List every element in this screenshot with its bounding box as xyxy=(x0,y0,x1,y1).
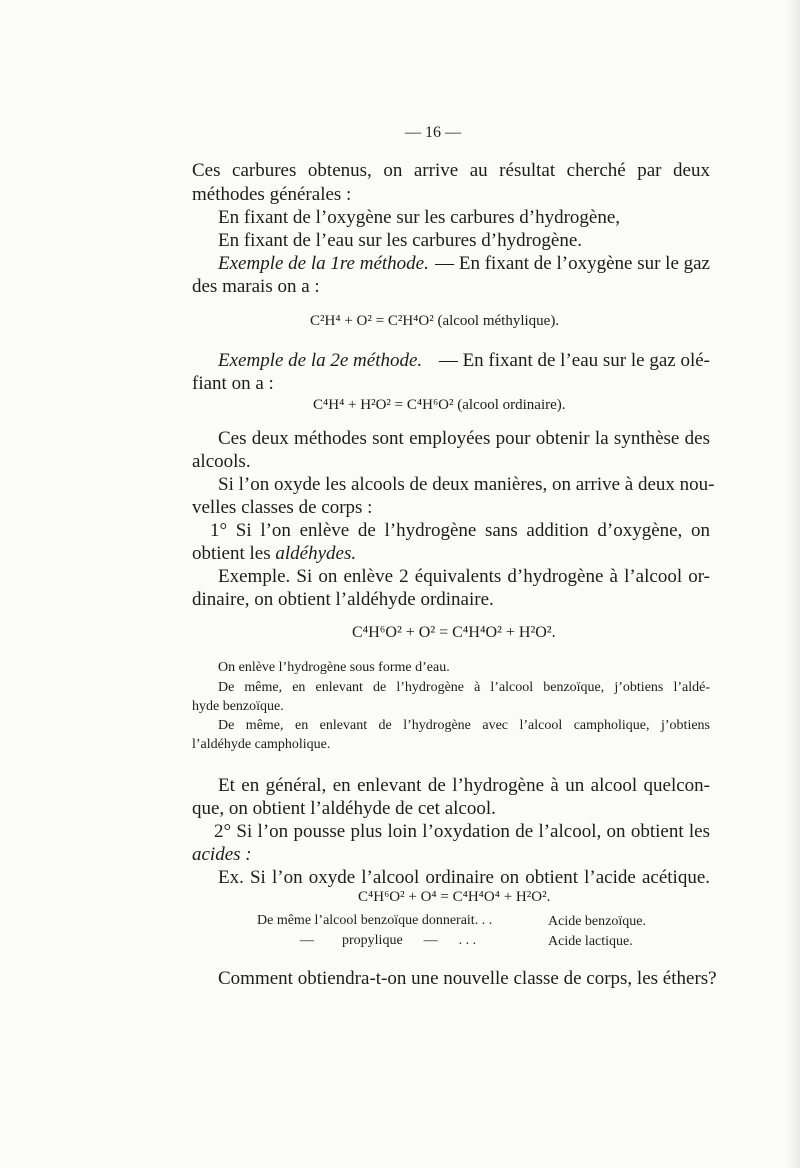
formula-4: C⁴H⁶O² + O⁴ = C⁴H⁴O⁴ + H²O². xyxy=(358,889,551,905)
term-aldehydes: aldéhydes. xyxy=(275,543,357,564)
formula-1: C²H⁴ + O² = C²H⁴O² (alcool méthylique). xyxy=(310,313,560,329)
example-1-heading xyxy=(218,253,710,275)
method-2: En fixant de l’eau sur les carbures d’hydrogène. xyxy=(218,230,583,251)
note-1: On enlève l’hydrogène sous forme d’eau. xyxy=(218,660,450,675)
table-row-1-right: Acide benzoïque. xyxy=(548,914,646,929)
paragraph-2-line-2: velles classes de corps : xyxy=(192,497,373,518)
example-1-text: — En fixant de l’oxygène sur le gaz xyxy=(435,253,710,274)
formula-2: C⁴H⁴ + H²O² = C⁴H⁶O² (alcool ordinaire). xyxy=(313,397,566,413)
example-1-label: Exemple de la 1re méthode. xyxy=(218,253,429,274)
page-number: — 16 — xyxy=(405,124,461,141)
paragraph-7: Ex. Si l’on oxyde l’alcool ordinaire on obtient l’acide acétique. xyxy=(218,867,710,888)
table-row-2-left: — propylique — . . . xyxy=(300,933,477,948)
intro-line-1: Ces carbures obtenus, on arrive au résultat cherché par deux xyxy=(192,160,710,181)
formula-3: C⁴H⁶O² + O² = C⁴H⁴O² + H²O². xyxy=(352,624,556,641)
paragraph-3-line-2 xyxy=(192,543,356,565)
paragraph-1-line-1: Ces deux méthodes sont employées pour obtenir la synthèse des xyxy=(218,428,710,449)
table-row-2-right: Acide lactique. xyxy=(548,934,633,949)
intro-line-2: méthodes générales : xyxy=(192,184,352,205)
paragraph-4-line-1: Exemple. Si on enlève 2 équivalents d’hydrogène à l’alcool or- xyxy=(218,566,710,587)
example-2-heading xyxy=(218,350,710,372)
paragraph-1-line-2: alcools. xyxy=(192,451,251,472)
paragraph-4-line-2: dinaire, on obtient l’aldéhyde ordinaire. xyxy=(192,589,494,610)
page-edge-shadow xyxy=(786,0,800,1168)
paragraph-2-line-1: Si l’on oxyde les alcools de deux manières, on arrive à deux nou- xyxy=(218,474,715,495)
closing-question: Comment obtiendra-t-on une nouvelle classe de corps, les éthers? xyxy=(218,968,717,989)
paragraph-3-text: obtient les xyxy=(192,543,276,564)
method-1: En fixant de l’oxygène sur les carbures d’hydrogène, xyxy=(218,207,621,228)
note-2-line-2: hyde benzoïque. xyxy=(192,699,284,714)
paragraph-6-line-1: 2° Si l’on pousse plus loin l’oxydation de l’alcool, on obtient les xyxy=(214,821,710,842)
example-2-label: Exemple de la 2e méthode. xyxy=(218,350,423,371)
paragraph-5-line-2: que, on obtient l’aldéhyde de cet alcool. xyxy=(192,798,496,819)
paragraph-6-line-2: acides : xyxy=(192,844,252,865)
table-row-1-left: De même l’alcool benzoïque donnerait. . . xyxy=(257,913,493,928)
example-2-text: — En fixant de l’eau sur le gaz olé- xyxy=(438,350,710,371)
example-1-text-2: des marais on a : xyxy=(192,276,320,297)
note-3-line-1: De même, en enlevant de l’hydrogène avec l’alcool campholique, j’obtiens xyxy=(218,718,710,733)
note-2-line-1: De même, en enlevant de l’hydrogène à l’alcool benzoïque, j’obtiens l’aldé- xyxy=(218,680,710,695)
paragraph-3-line-1: 1° Si l’on enlève de l’hydrogène sans addition d’oxygène, on xyxy=(210,520,710,541)
example-2-text-2: fiant on a : xyxy=(192,373,274,394)
paragraph-5-line-1: Et en général, en enlevant de l’hydrogène à un alcool quelcon- xyxy=(218,775,710,796)
note-3-line-2: l’aldéhyde campholique. xyxy=(192,737,331,752)
